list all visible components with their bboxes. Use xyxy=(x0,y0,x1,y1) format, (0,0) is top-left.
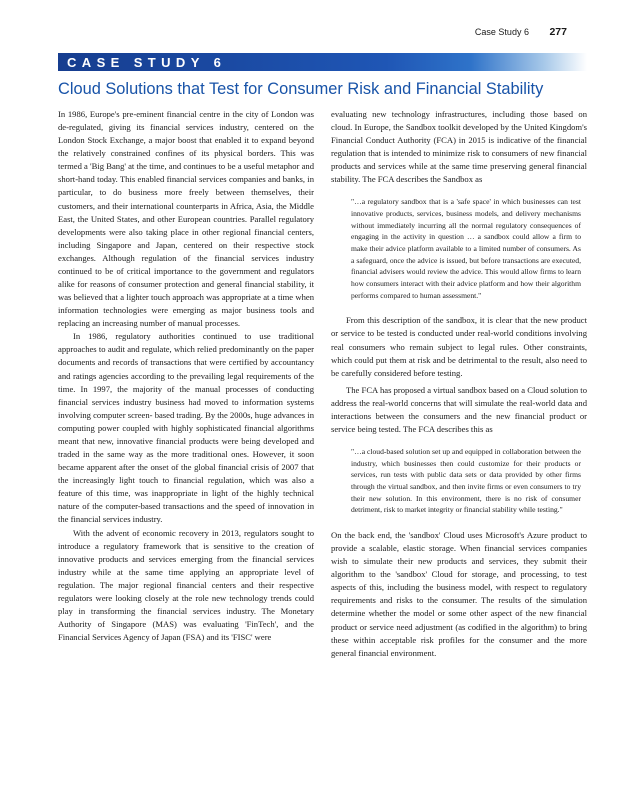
paragraph: With the advent of economic recovery in 2013, regulators sought to introduce a regulatory framework that is sensitive to the creation of innovative products and services emerging from the financial services industry while at the same time applying an appropriate level of regulation. The major regional financial centers and their respective regulators were looking closely at the role new technology trends could play in transforming the financial services industry. The Monetary Authority of Singapore (MAS) was evaluating 'FinTech', and the Financial Services Agency of Japan (FSA) and its 'FISC' were xyxy=(58,527,314,643)
paragraph: The FCA has proposed a virtual sandbox based on a Cloud solution to address the real-world concerns that will simulate the real-world data and interactions between the consumers and the new financial product or service being tested. The FCA describes this as xyxy=(331,384,587,434)
paragraph: On the back end, the 'sandbox' Cloud uses Microsoft's Azure product to provide a scalable, elastic storage. When financial services companies wish to simulate their new products and services, they submit their algorithm to the 'sandbox' Cloud for storage, and processing, to test aspects of this, including the business model, with respect to regulatory requirements and risks to the consumer. The results of the simulation determine whether the model or some other aspect of the new financial product or service need adjustment (as codified in the algorithm) to bring these within acceptable risk profiles for the consumer and the more general financial environment. xyxy=(331,530,587,658)
paragraph: In 1986, Europe's pre-eminent financial centre in the city of London was de-regulated, giving its financial services industry, centered on the London Stock Exchange, a major boost that enabled it to expand beyond the relatively constrained confines of its physical borders. This was termed a 'Big Bang' at the time, and continues to be a useful metaphor and short-hand today. This enabled financial services companies and banks, in particular, to do business more freely between themselves, their customers, and their international counterparts in Africa, Asia, the Middle East, the United States, and other European countries. Parallel regulatory developments were also taking place in other regional financial centers, including Singapore and Japan, centered on their respective stock exchanges. Although regulation of the financial services industry continued to be of critical importance to the government and regulators alike for reasons of consumer protection and general financial stability, it was believed that a lighter touch approach was appropriate at a time when information technologies were emerging as major business tools and replacing an increasing number of manual processes. xyxy=(58,109,314,329)
page-title: Cloud Solutions that Test for Consumer Risk and Financial Stability xyxy=(58,80,544,98)
paragraph: In 1986, regulatory authorities continued to use traditional approaches to audit and regulate, which relied predominantly on the paper documents and records of transactions that were certified by accountancy and ratings agencies according to the prevailing legal requirements of the time. In 1997, the majority of the manual processes of conducting financial services industry business had moved to information systems involving computer screen- based trading. By the 2000s, huge advances in computing power coupled with highly sophisticated financial algorithms meant that new, innovative financial products were being developed and traded in the same way as the more traditional ones. However, it soon became apparent after the onset of the global financial crisis of 2007 that the increasingly light touch to financial regulation, which was also a feature of this time, was inappropriate in light of the highly technical nature of the computer-based transactions and the speed of innovation in the financial services industry. xyxy=(58,331,314,525)
section-label: Case Study 6 xyxy=(474,27,529,37)
banner-label: CASE STUDY 6 xyxy=(67,55,227,70)
left-column xyxy=(58,108,314,644)
page-number: 277 xyxy=(549,26,567,38)
block-quote: "…a regulatory sandbox that is a 'safe space' in which businesses can test innovative products, services, business models, and delivery mechanisms without immediately incurring all the normal regulatory consequences of engaging in the activity in question … a sandbox could allow a firm to make their advice platform available to a limited number of consumers. As a safeguard, once the advice is issued, but before transactions are executed, financial advisers would review the advice. This would allow firms to learn how consumers interact with their advice platform and how their algorithm performs compared to human assessment." xyxy=(351,197,581,300)
block-quote: "…a cloud-based solution set up and equipped in collaboration between the industry, which businesses then could customize for their products or services, run tests with public data sets or data provided by other firms through the virtual sandbox, and then invite firms or even consumers to try their new solution. In this environment, there is no risk of consumer detriment, risk to market integrity or financial stability while testing." xyxy=(351,447,581,515)
case-study-banner xyxy=(58,53,587,71)
paragraph: From this description of the sandbox, it is clear that the new product or service to be tested is conducted under real-world conditions involving real consumers who remain subject to legal rules. Other constraints, which could put them at risk and be detrimental to the result, also need to be carefully considered before testing. xyxy=(331,315,587,378)
paragraph: evaluating new technology infrastructures, including those based on cloud. In Europe, the Sandbox toolkit developed by the United Kingdom's Financial Conduct Authority (FCA) in 2015 is indicative of the financial regulation that is intended to minimize risk to consumers of new financial products and services while at the same time preserving general financial stability. The FCA describes the Sandbox as xyxy=(331,109,587,185)
right-column xyxy=(331,108,587,660)
running-head xyxy=(475,26,567,38)
